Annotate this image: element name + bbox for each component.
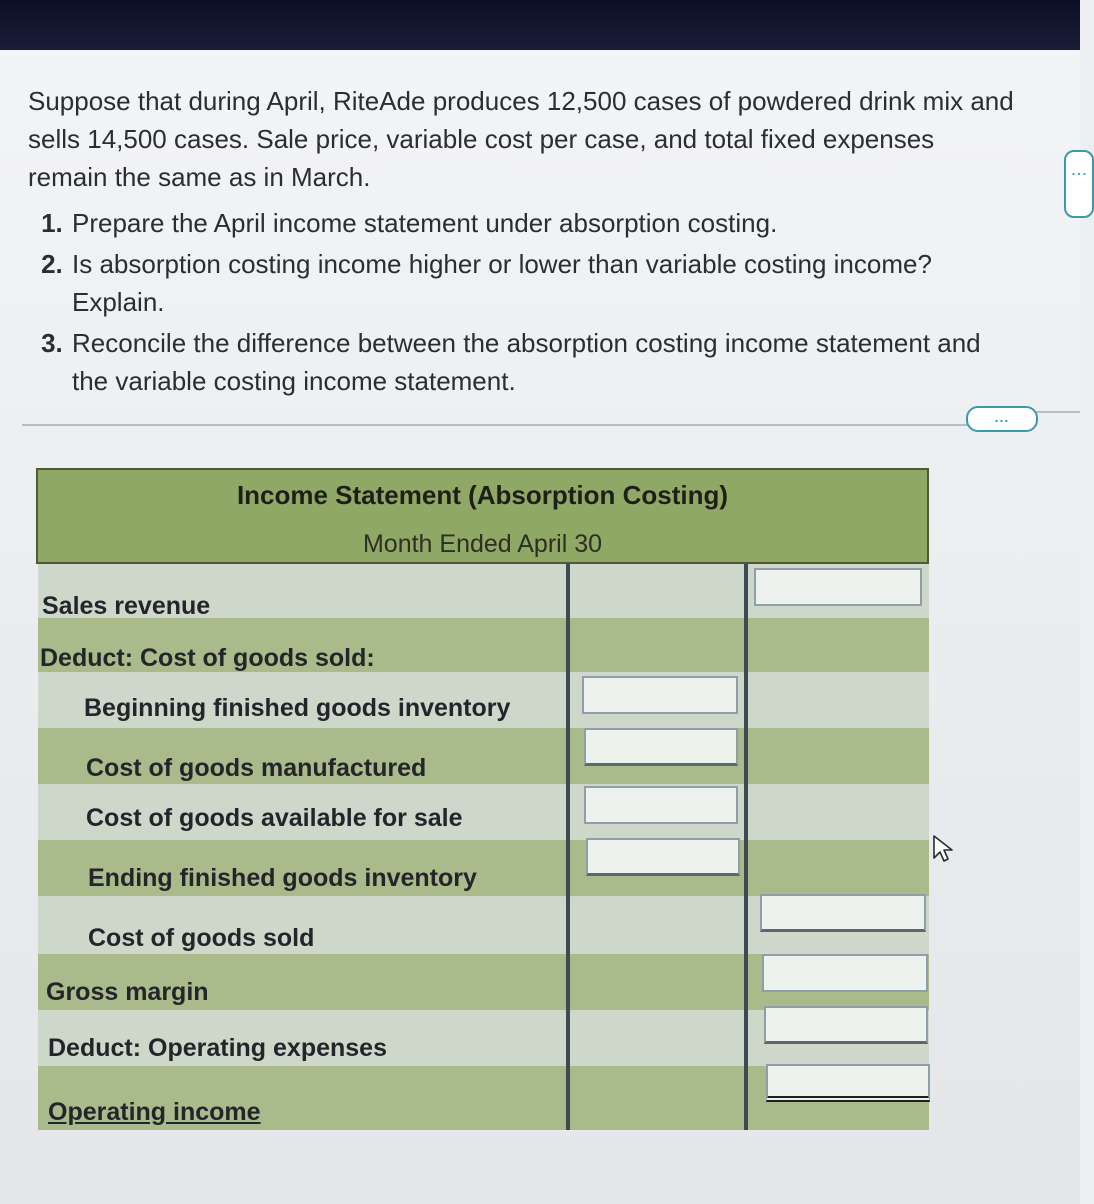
section-divider-right <box>1036 411 1080 413</box>
label-operating-expenses: Deduct: Operating expenses <box>48 1034 387 1062</box>
panel-resize-handle[interactable] <box>1064 150 1094 218</box>
label-cost-manufactured: Cost of goods manufactured <box>86 754 427 782</box>
label-cost-available: Cost of goods available for sale <box>86 804 463 832</box>
cogs-input[interactable] <box>760 894 926 932</box>
cost-available-input[interactable] <box>584 786 738 824</box>
grip-icon: ⋮ <box>1070 166 1087 181</box>
section-divider <box>22 424 970 426</box>
statement-period: Month Ended April 30 <box>362 530 603 558</box>
beginning-inventory-input[interactable] <box>582 676 738 714</box>
label-deduct-cogs: Deduct: Cost of goods sold: <box>40 644 375 672</box>
label-operating-income: Operating income <box>48 1098 261 1126</box>
screen-bezel <box>0 0 1080 50</box>
statement-header <box>36 468 929 564</box>
problem-intro: Suppose that during April, RiteAde produces 12,500 cases of powdered drink mix and sells 14,500 cases. Sale price, variable cost per case, and total fixed expenses remain the same as in March. <box>28 86 1014 192</box>
label-sales-revenue: Sales revenue <box>42 592 211 620</box>
label-ending-inventory: Ending finished goods inventory <box>88 864 477 892</box>
income-statement <box>36 468 931 1132</box>
mouse-pointer-icon <box>932 834 956 864</box>
operating-income-input[interactable] <box>766 1064 930 1102</box>
operating-expenses-input[interactable] <box>764 1006 928 1044</box>
label-beginning-inventory: Beginning finished goods inventory <box>84 694 511 722</box>
label-gross-margin: Gross margin <box>46 978 209 1006</box>
question-1: 1. Prepare the April income statement under absorption costing. <box>70 204 1018 242</box>
column-divider-1 <box>566 564 570 1130</box>
question-3: 3. Reconcile the difference between the absorption costing income statement and the variable costing income statement. <box>70 324 1018 400</box>
gross-margin-input[interactable] <box>762 954 928 992</box>
question-list <box>28 204 1018 400</box>
label-cogs: Cost of goods sold <box>88 924 315 952</box>
sales-revenue-input[interactable] <box>754 568 922 606</box>
cost-manufactured-input[interactable] <box>584 728 738 766</box>
statement-title: Income Statement (Absorption Costing) <box>236 480 729 510</box>
ending-inventory-input[interactable] <box>586 838 740 876</box>
expand-more-button[interactable]: ... <box>966 406 1038 432</box>
question-2: 2. Is absorption costing income higher or lower than variable costing income? Explain. <box>70 245 1018 321</box>
problem-text <box>28 82 1018 403</box>
column-divider-2 <box>744 564 748 1130</box>
